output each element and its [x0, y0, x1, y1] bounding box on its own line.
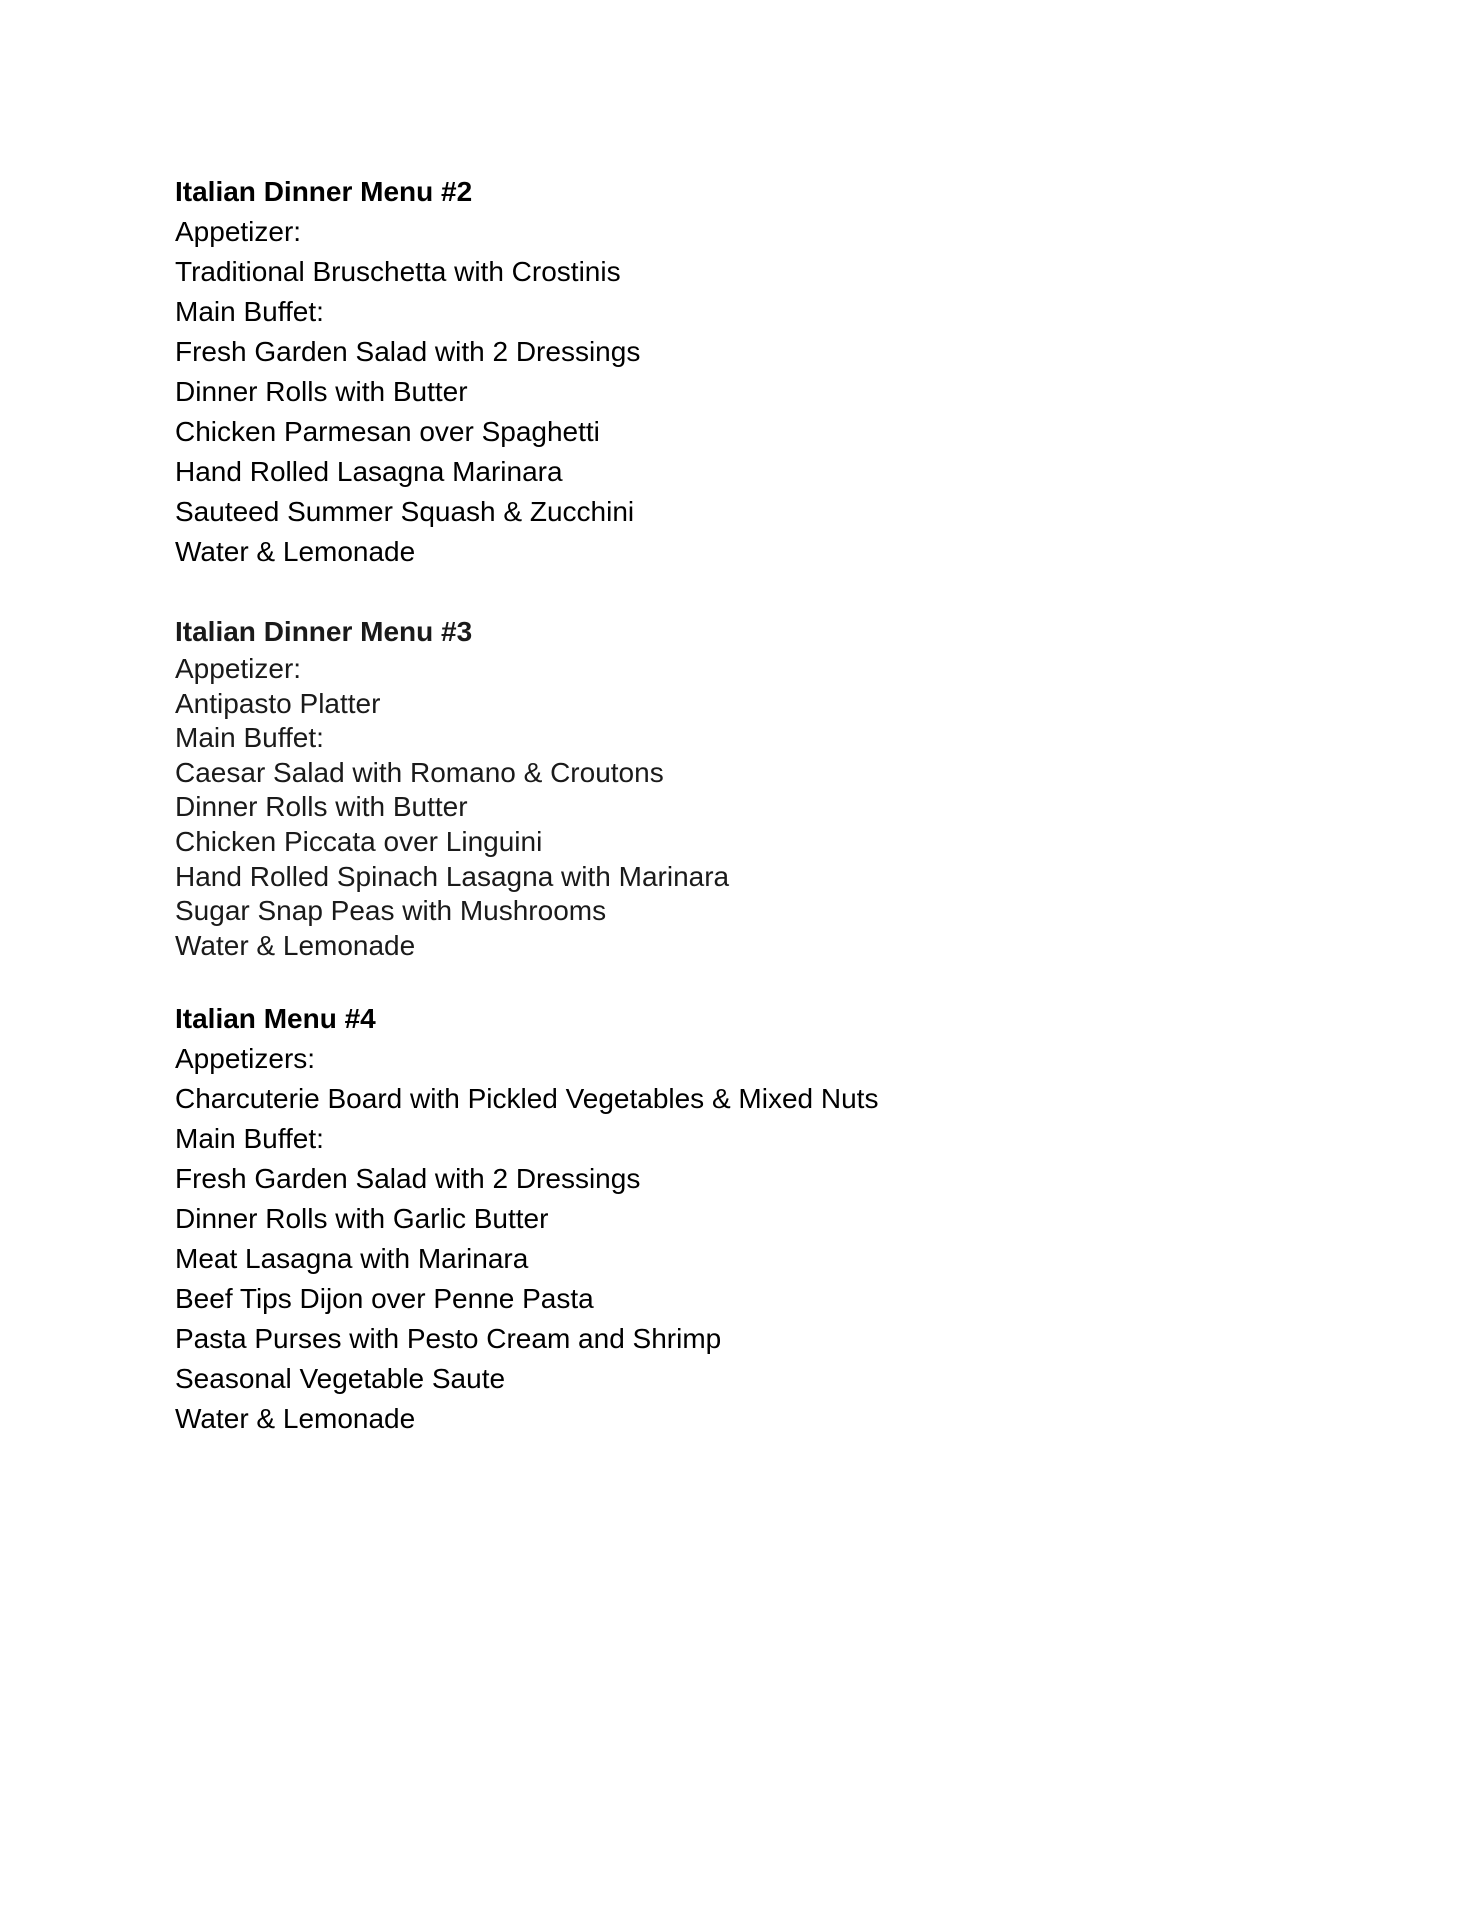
menu-line: Appetizer: [175, 653, 302, 684]
menu-line: Fresh Garden Salad with 2 Dressings [175, 336, 641, 367]
menu-line: Hand Rolled Lasagna Marinara [175, 456, 563, 487]
menu-line: Traditional Bruschetta with Crostinis [175, 256, 621, 287]
menu-section-3 [175, 612, 1375, 963]
menu-line: Dinner Rolls with Butter [175, 791, 468, 823]
menu-line: Water & Lemonade [175, 536, 416, 567]
menu-title: Italian Menu #4 [175, 1003, 376, 1035]
menu-line: Dinner Rolls with Garlic Butter [175, 1203, 549, 1235]
menu-line: Main Buffet: [175, 722, 324, 754]
menu-title: Italian Dinner Menu #3 [175, 616, 473, 647]
menu-section-4 [175, 999, 1375, 1439]
menu-line: Beef Tips Dijon over Penne Pasta [175, 1283, 594, 1315]
menu-line: Hand Rolled Spinach Lasagna with Marinara [175, 860, 730, 892]
menu-line: Sauteed Summer Squash & Zucchini [175, 496, 635, 527]
menu-line: Dinner Rolls with Butter [175, 376, 468, 407]
menu-line: Appetizers: [175, 1043, 316, 1075]
menu-line: Chicken Parmesan over Spaghetti [175, 416, 600, 447]
menu-line: Sugar Snap Peas with Mushrooms [175, 895, 607, 927]
menu-line: Main Buffet: [175, 296, 324, 327]
menu-line: Appetizer: [175, 216, 302, 247]
menu-line: Chicken Piccata over Linguini [175, 825, 543, 857]
document-page [175, 172, 1375, 1439]
menu-line: Meat Lasagna with Marinara [175, 1243, 529, 1275]
menu-line: Fresh Garden Salad with 2 Dressings [175, 1163, 641, 1195]
menu-section-2 [175, 172, 1375, 572]
menu-line: Water & Lemonade [175, 929, 416, 961]
menu-line: Seasonal Vegetable Saute [175, 1363, 506, 1395]
menu-line: Main Buffet: [175, 1123, 324, 1155]
menu-line: Water & Lemonade [175, 1403, 416, 1435]
menu-line: Antipasto Platter [175, 687, 381, 719]
menu-line: Pasta Purses with Pesto Cream and Shrimp [175, 1323, 722, 1355]
menu-line: Charcuterie Board with Pickled Vegetables & Mixed Nuts [175, 1083, 879, 1115]
menu-title: Italian Dinner Menu #2 [175, 176, 473, 207]
menu-line: Caesar Salad with Romano & Croutons [175, 756, 664, 788]
